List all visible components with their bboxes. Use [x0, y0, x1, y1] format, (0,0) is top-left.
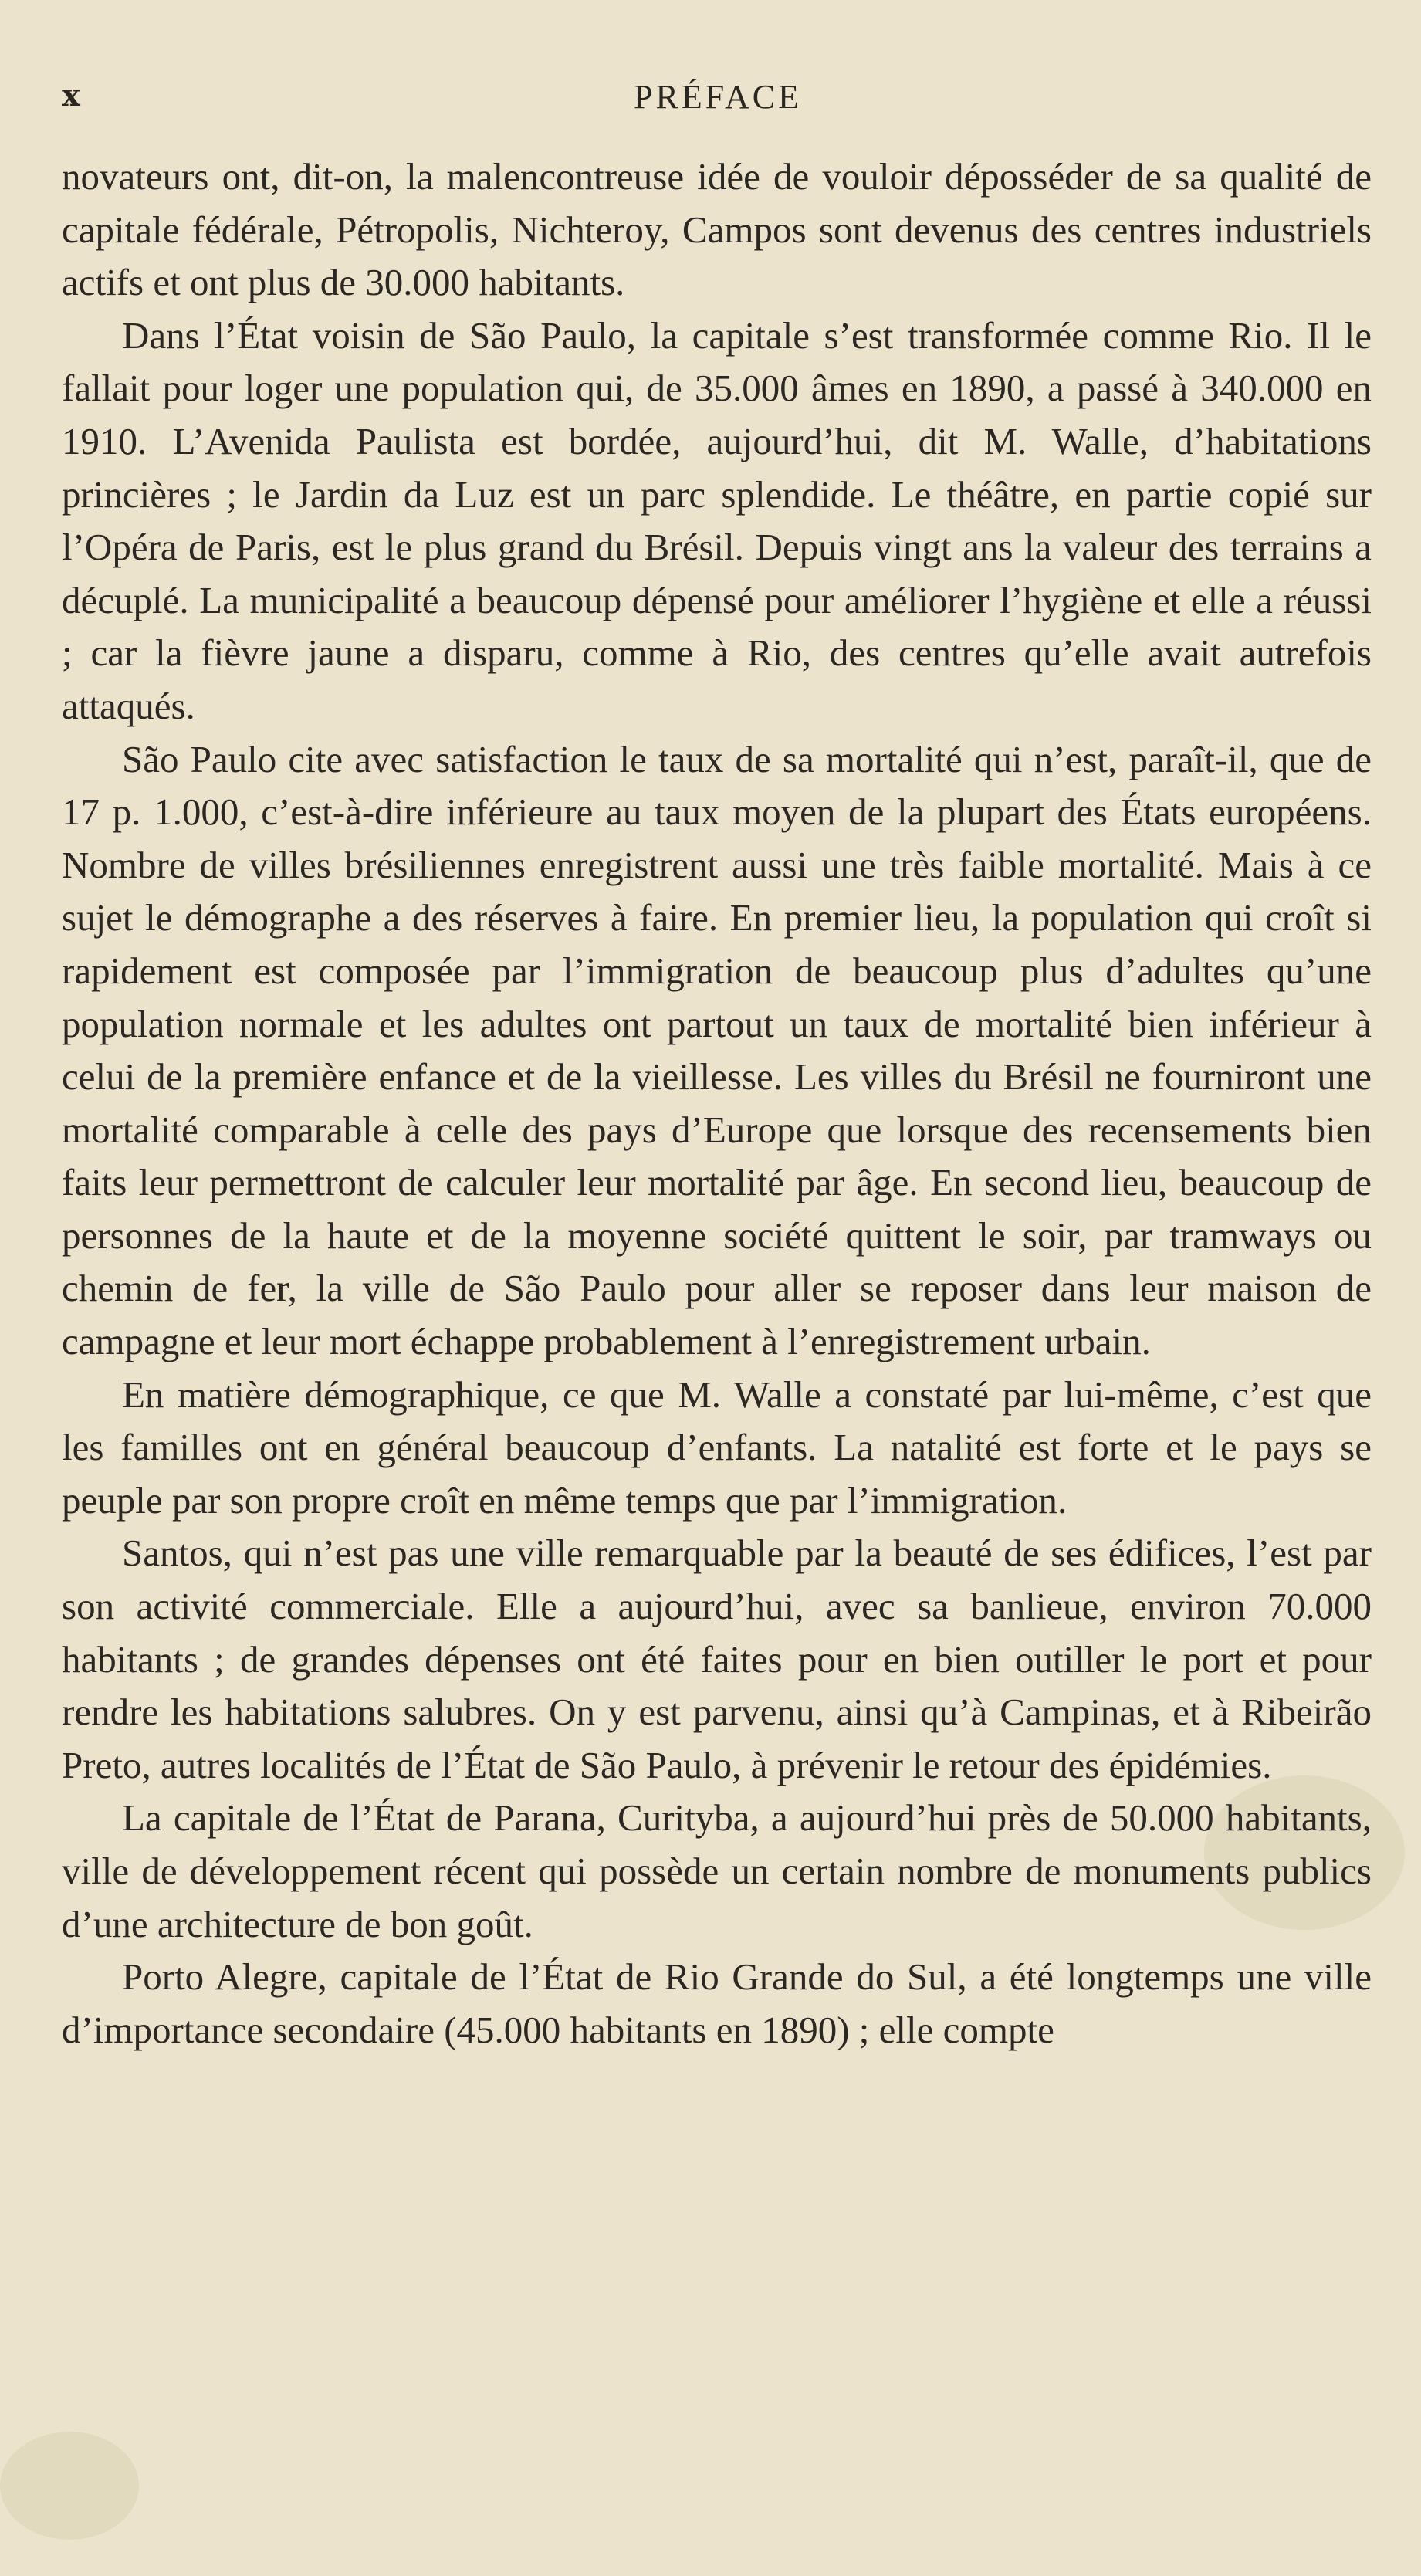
paragraph: Porto Alegre, capitale de l’État de Rio Grande do Sul, a été longtemps une ville d’importance secondaire (45.000 habitants en 1890) ; elle compte	[62, 1955, 1372, 2051]
paragraph: En matière démographique, ce que M. Walle a constaté par lui-même, c’est que les familles ont en général beaucoup d’enfants. La natalité est forte et le pays se peuple par son propre croît en même temps que par l’immigration.	[62, 1373, 1372, 1522]
paragraph: Dans l’État voisin de São Paulo, la capitale s’est transformée comme Rio. Il le fallait pour loger une population qui, de 35.000 âmes en 1890, a passé à 340.000 en 1910. L’Avenida Paulista est bordée, aujourd’hui, dit M. Walle, d’habitations princières ; le Jardin da Luz est un parc splendide. Le théâtre, en partie copié sur l’Opéra de Paris, est le plus grand du Brésil. Depuis vingt ans la valeur des terrains a décuplé. La municipalité a beaucoup dépensé pour améliorer l’hygiène et elle a réussi ; car la fièvre jaune a disparu, comme à Rio, des centres qu’elle avait autrefois attaqués.	[62, 313, 1372, 727]
paragraph: Santos, qui n’est pas une ville remarquable par la beauté de ses édifices, l’est par son activité commerciale. Elle a aujourd’hui, avec sa banlieue, environ 70.000 habitants ; de grandes dépenses ont été faites pour en bien outiller le port et pour rendre les habitations salubres. On y est parvenu, ainsi qu’à Campinas, et à Ribeirão Preto, autres localités de l’État de São Paulo, à prévenir le retour des épidémies.	[62, 1532, 1372, 1786]
paragraph: novateurs ont, dit-on, la malencontreuse idée de vouloir déposséder de sa qualité de capitale fédérale, Pétropolis, Nichteroy, Campos sont devenus des centres industriels actifs et ont plus de 30.000 habitants.	[62, 155, 1372, 304]
paragraph: La capitale de l’État de Parana, Curityba, a aujourd’hui près de 50.000 habitants, ville de développement récent qui possède un certain nombre de monuments publics d’une architecture de bon goût.	[62, 1796, 1372, 1945]
paper-stain	[0, 2432, 139, 2540]
running-title: PRÉFACE	[634, 78, 802, 116]
body-text	[62, 151, 1372, 2056]
page-header	[62, 77, 1374, 124]
paragraph: São Paulo cite avec satisfaction le taux de sa mortalité qui n’est, paraît-il, que de 17 p. 1.000, c’est-à-dire inférieure au taux moyen de la plupart des États européens. Nombre de villes brésiliennes enregistrent aussi une très faible mortalité. Mais à ce sujet le démographe a des réserves à faire. En premier lieu, la population qui croît si rapidement est composée par l’immigration de beaucoup plus d’adultes qu’une population normale et les adultes ont partout un taux de mortalité bien inférieur à celui de la première enfance et de la vieillesse. Les villes du Brésil ne fourniront une mortalité comparable à celle des pays d’Europe que lorsque des recensements bien faits leur permettront de calculer leur mortalité par âge. En second lieu, beaucoup de personnes de la haute et de la moyenne société quittent le soir, par tramways ou chemin de fer, la ville de São Paulo pour aller se reposer dans leur maison de campagne et leur mort échappe probablement à l’enregistrement urbain.	[62, 737, 1372, 1363]
page-number: x	[62, 77, 80, 113]
